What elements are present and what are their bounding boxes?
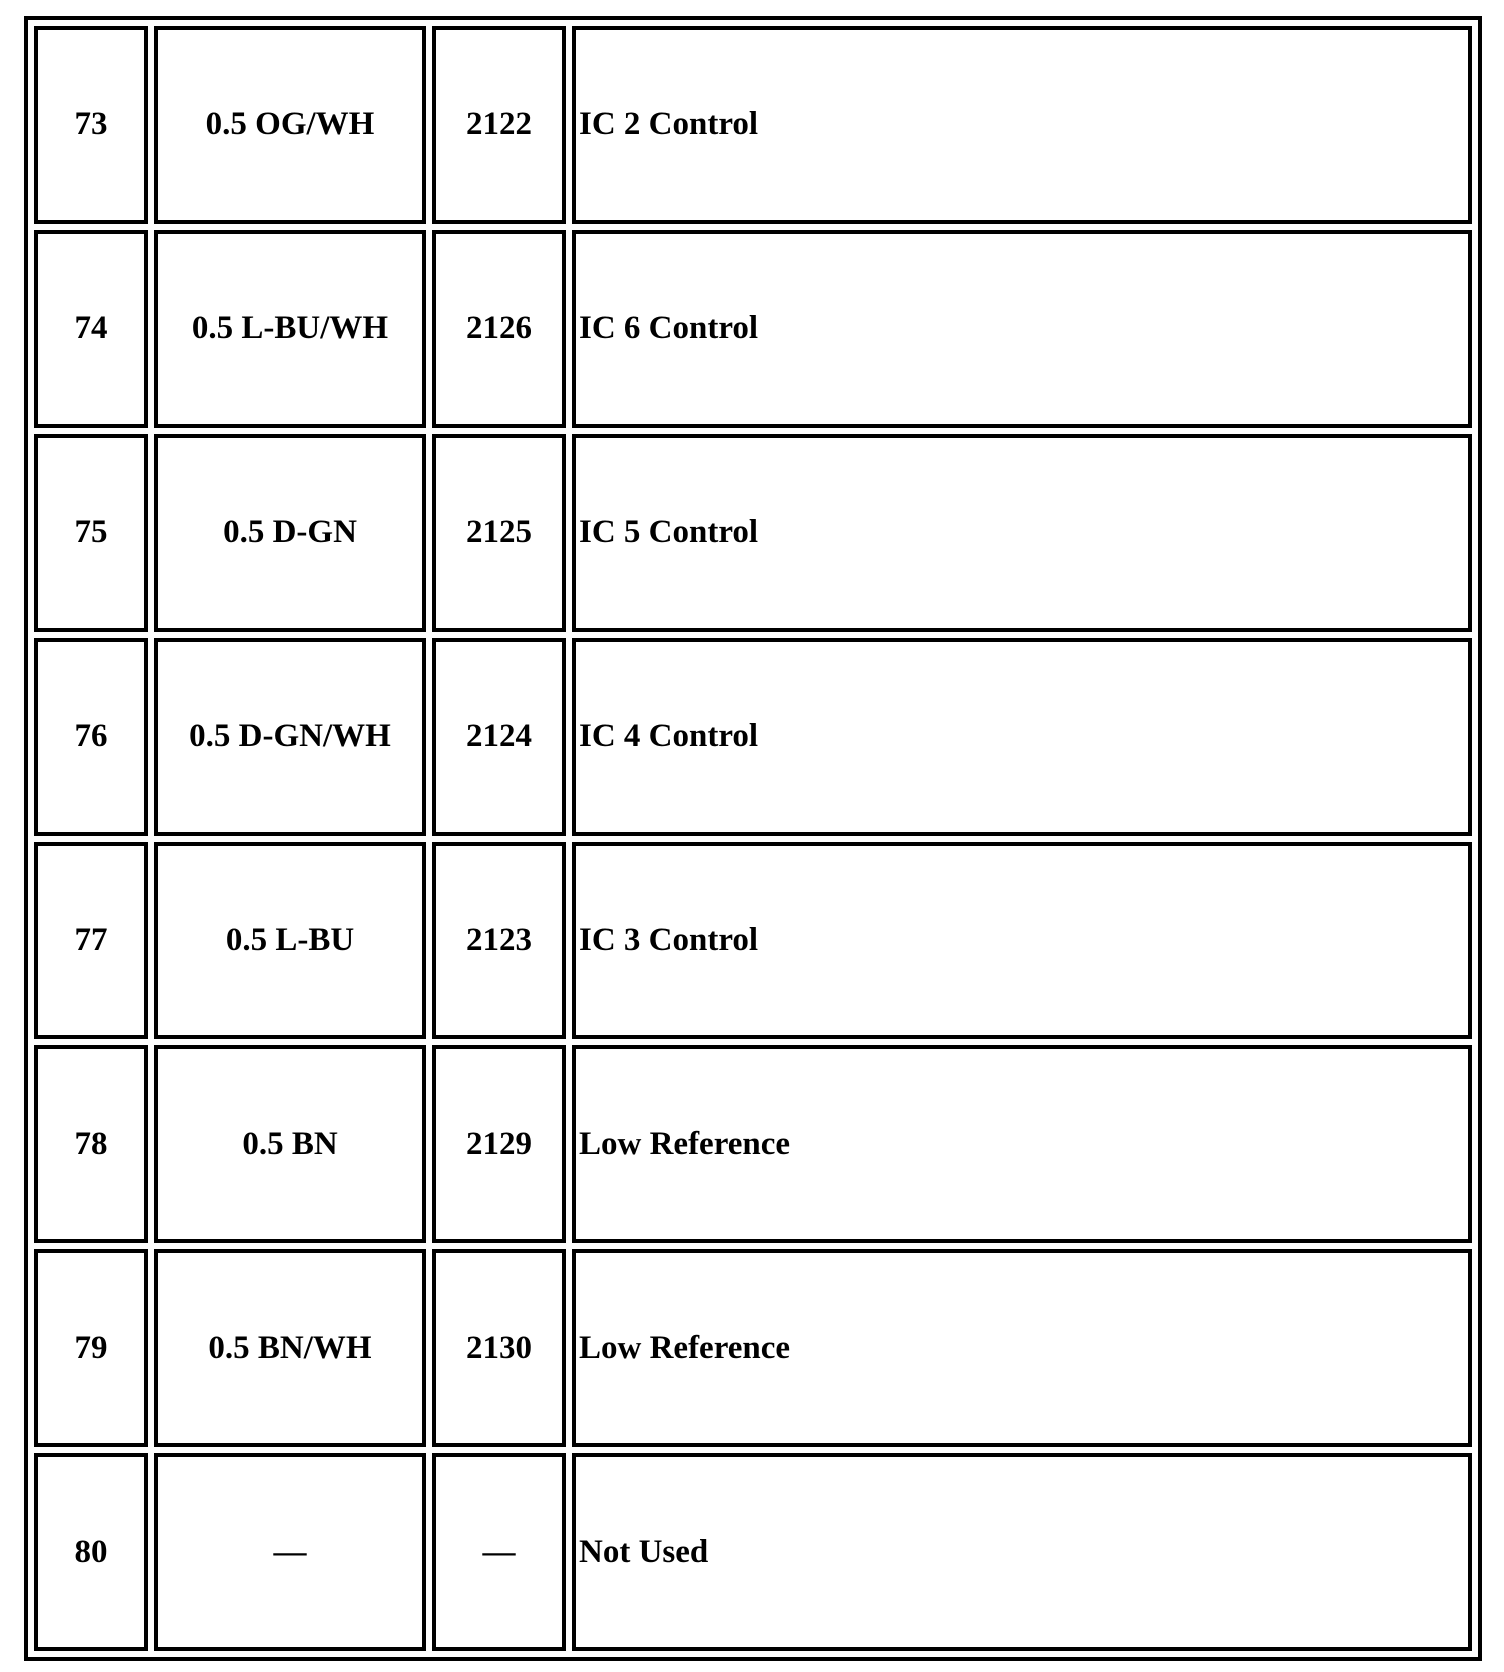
- circuit-number-cell: 2130: [432, 1249, 566, 1447]
- function-cell: IC 3 Control: [572, 842, 1472, 1040]
- wire-color-cell: 0.5 D-GN: [154, 434, 426, 632]
- pin-number-cell: 75: [34, 434, 148, 632]
- table-row: [34, 842, 1472, 1040]
- connector-pinout-table: [24, 16, 1482, 1661]
- table-row: [34, 230, 1472, 428]
- table-row: [34, 1045, 1472, 1243]
- function-cell: IC 2 Control: [572, 26, 1472, 224]
- function-cell: IC 5 Control: [572, 434, 1472, 632]
- table-row: [34, 1453, 1472, 1651]
- function-cell: IC 6 Control: [572, 230, 1472, 428]
- circuit-number-cell: 2129: [432, 1045, 566, 1243]
- circuit-number-cell: 2123: [432, 842, 566, 1040]
- pin-number-cell: 78: [34, 1045, 148, 1243]
- circuit-number-cell: —: [432, 1453, 566, 1651]
- pin-number-cell: 76: [34, 638, 148, 836]
- wire-color-cell: 0.5 L-BU/WH: [154, 230, 426, 428]
- wire-color-cell: —: [154, 1453, 426, 1651]
- circuit-number-cell: 2124: [432, 638, 566, 836]
- pin-number-cell: 73: [34, 26, 148, 224]
- function-cell: IC 4 Control: [572, 638, 1472, 836]
- circuit-number-cell: 2126: [432, 230, 566, 428]
- wire-color-cell: 0.5 OG/WH: [154, 26, 426, 224]
- pin-number-cell: 77: [34, 842, 148, 1040]
- circuit-number-cell: 2125: [432, 434, 566, 632]
- pin-number-cell: 80: [34, 1453, 148, 1651]
- wire-color-cell: 0.5 BN/WH: [154, 1249, 426, 1447]
- table-row: [34, 434, 1472, 632]
- pin-number-cell: 74: [34, 230, 148, 428]
- table-row: [34, 638, 1472, 836]
- wire-color-cell: 0.5 BN: [154, 1045, 426, 1243]
- function-cell: Low Reference: [572, 1249, 1472, 1447]
- table-row: [34, 26, 1472, 224]
- function-cell: Not Used: [572, 1453, 1472, 1651]
- pin-number-cell: 79: [34, 1249, 148, 1447]
- circuit-number-cell: 2122: [432, 26, 566, 224]
- wire-color-cell: 0.5 D-GN/WH: [154, 638, 426, 836]
- table-row: [34, 1249, 1472, 1447]
- wire-color-cell: 0.5 L-BU: [154, 842, 426, 1040]
- function-cell: Low Reference: [572, 1045, 1472, 1243]
